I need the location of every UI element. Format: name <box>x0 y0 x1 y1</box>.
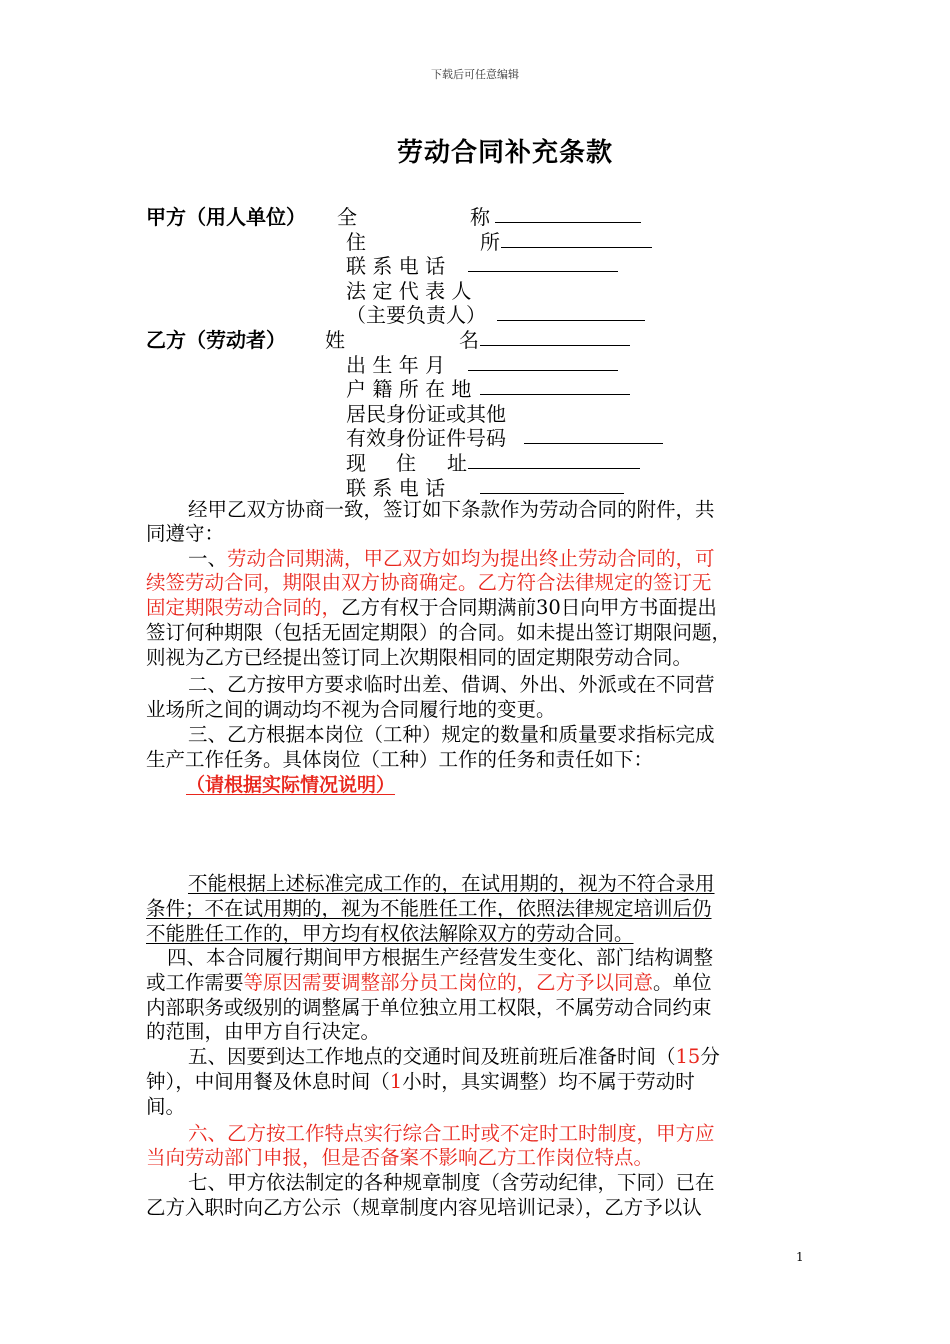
party-a-field-quan: 全 <box>337 205 357 229</box>
party-b-phone-blank[interactable] <box>480 493 624 494</box>
party-a-label: 甲方（用人单位） <box>146 205 306 229</box>
party-b-field-xian: 现 <box>346 451 366 475</box>
party-a-field-principal: （主要负责人） <box>346 303 486 327</box>
party-b-field-id-or-other: 居民身份证或其他 <box>346 402 506 426</box>
clause-7-line-1: 七、甲方依法制定的各种规章制度（含劳动纪律，下同）已在 <box>188 1171 715 1194</box>
clause-4-line-1: 四、本合同履行期间甲方根据生产经营发生变化、部门结构调整 <box>167 946 714 969</box>
clause-5-line-3: 间。 <box>146 1095 186 1118</box>
party-b-label: 乙方（劳动者） <box>146 328 286 352</box>
clause-4-line-2: 或工作需要等原因需要调整部分员工岗位的，乙方予以同意。单位 <box>146 971 712 994</box>
clause-6-line-1: 六、乙方按工作特点实行综合工时或不定时工时制度，甲方应 <box>188 1122 715 1145</box>
party-b-field-birth: 出 生 年 月 <box>346 353 446 377</box>
party-b-field-hukou: 户 籍 所 在 地 <box>346 377 472 401</box>
party-b-address-blank[interactable] <box>468 468 640 469</box>
clause-4-line-4: 的范围，由甲方自行决定。 <box>146 1020 381 1043</box>
party-b-name-blank[interactable] <box>480 345 630 346</box>
party-b-field-phone: 联 系 电 话 <box>346 476 446 500</box>
party-a-phone-blank[interactable] <box>468 271 618 272</box>
party-a-field-suo: 所 <box>480 230 500 254</box>
party-b-field-zhu: 住 <box>396 451 416 475</box>
party-b-hukou-blank[interactable] <box>480 394 630 395</box>
clause-3-standard-line-2: 条件；不在试用期的，视为不能胜任工作，依照法律规定培训后仍 <box>146 897 712 920</box>
intro-line-2: 同遵守： <box>146 522 225 545</box>
header-note: 下载后可任意编辑 <box>431 68 519 81</box>
party-a-field-phone: 联 系 电 话 <box>346 254 446 278</box>
clause-2-line-2: 业场所之间的调动均不视为合同履行地的变更。 <box>146 698 556 721</box>
clause-6-line-2: 当向劳动部门申报，但是否备案不影响乙方工作岗位特点。 <box>146 1146 654 1169</box>
party-a-field-legal-rep: 法 定 代 表 人 <box>346 279 472 303</box>
party-b-field-id-number: 有效身份证件号码 <box>346 426 506 450</box>
clause-1-line-3: 固定期限劳动合同的，乙方有权于合同期满前30日向甲方书面提出 <box>146 596 717 619</box>
intro-line-1: 经甲乙双方协商一致，签订如下条款作为劳动合同的附件，共 <box>188 498 715 521</box>
party-a-name-blank[interactable] <box>495 222 641 223</box>
clause-5-line-2: 钟），中间用餐及休息时间（1小时，具实调整）均不属于劳动时 <box>146 1070 695 1093</box>
party-a-rep-blank[interactable] <box>497 320 645 321</box>
clause-3-note: （请根据实际情况说明） <box>186 774 396 796</box>
clause-4-line-3: 内部职务或级别的调整属于单位独立用工权限，不属劳动合同约束 <box>146 996 712 1019</box>
party-b-field-ming: 名 <box>459 328 479 352</box>
clause-1-line-2: 续签劳动合同，期限由双方协商确定。乙方符合法律规定的签订无 <box>146 571 712 594</box>
clause-3-line-1: 三、乙方根据本岗位（工种）规定的数量和质量要求指标完成 <box>188 723 715 746</box>
clause-7-line-2: 乙方入职时向乙方公示（规章制度内容见培训记录），乙方予以认 <box>146 1196 702 1219</box>
clause-5-line-1: 五、因要到达工作地点的交通时间及班前班后准备时间（15分 <box>188 1045 720 1068</box>
clause-3-standard-line-3: 不能胜任工作的，甲方均有权依法解除双方的劳动合同。 <box>146 922 634 945</box>
party-b-id-blank[interactable] <box>524 443 663 444</box>
clause-3-standard-line-1: 不能根据上述标准完成工作的，在试用期的，视为不符合录用 <box>188 872 715 895</box>
party-a-field-zhu: 住 <box>346 230 366 254</box>
party-a-address-blank[interactable] <box>501 247 652 248</box>
clause-1-line-4: 签订何种期限（包括无固定期限）的合同。如未提出签订期限问题， <box>146 621 732 644</box>
page-number: 1 <box>796 1250 804 1264</box>
party-b-field-xing: 姓 <box>325 328 345 352</box>
document-title: 劳动合同补充条款 <box>396 138 613 168</box>
clause-1-line-5: 则视为乙方已经提出签订同上次期限相同的固定期限劳动合同。 <box>146 646 693 669</box>
party-b-field-zhi: 址 <box>447 451 467 475</box>
party-a-field-cheng: 称 <box>470 205 490 229</box>
clause-2-line-1: 二、乙方按甲方要求临时出差、借调、外出、外派或在不同营 <box>188 673 715 696</box>
party-b-birth-blank[interactable] <box>468 370 618 371</box>
clause-1-line-1: 一、劳动合同期满，甲乙双方如均为提出终止劳动合同的，可 <box>188 547 715 570</box>
clause-3-line-2: 生产工作任务。具体岗位（工种）工作的任务和责任如下： <box>146 748 654 771</box>
